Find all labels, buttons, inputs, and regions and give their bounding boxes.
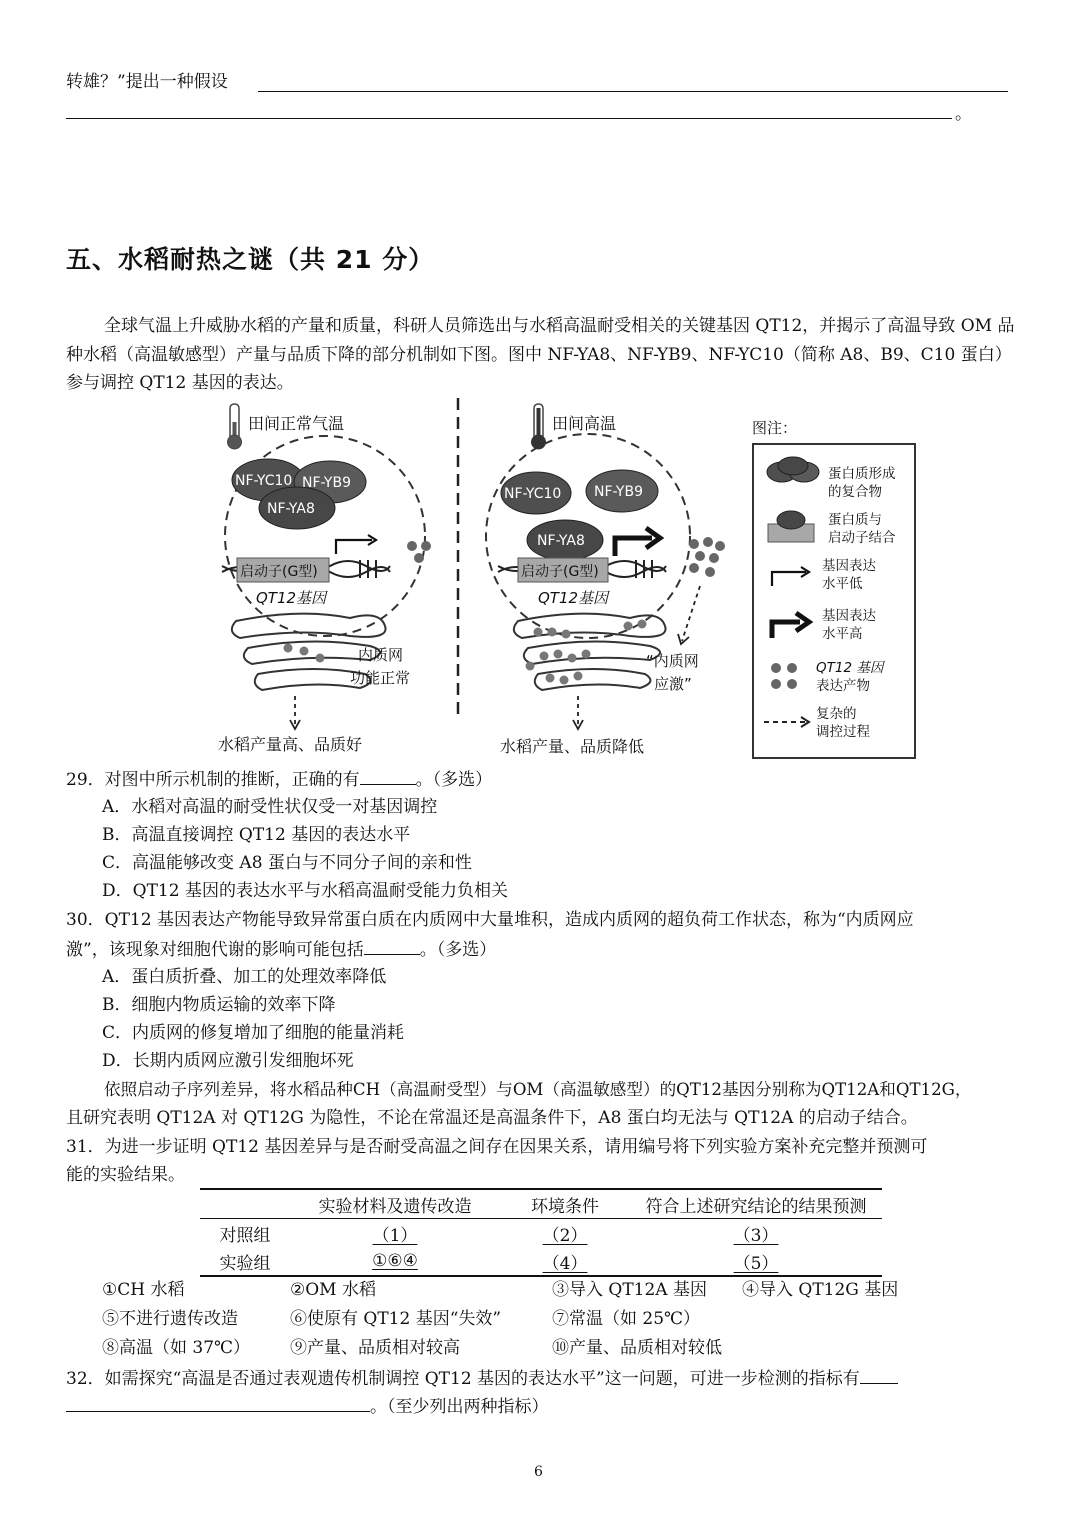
blank-5[interactable]: （5） <box>733 1253 779 1274</box>
q30-option-d[interactable]: D．长期内质网应激引发细胞坏死 <box>102 1051 354 1071</box>
blank-4[interactable]: （4） <box>542 1253 588 1274</box>
mechanism-figure <box>200 396 920 766</box>
q30-answer-blank[interactable] <box>364 934 420 955</box>
section-title: 五、水稻耐热之谜（共 21 分） <box>66 245 435 274</box>
svg-text:QT12 基因: QT12 基因 <box>816 660 884 676</box>
q30-option-a[interactable]: A．蛋白质折叠、加工的处理效率降低 <box>102 967 387 987</box>
svg-text:表达产物: 表达产物 <box>816 678 870 694</box>
thermometer-icon-right <box>532 404 546 449</box>
q29-stem: 29．对图中所示机制的推断，正确的有 。（多选） <box>66 764 492 794</box>
blank-2[interactable]: （2） <box>542 1225 588 1246</box>
table-header-env: 环境条件 <box>500 1189 630 1219</box>
page-number: 6 <box>534 1464 543 1480</box>
q29-option-d[interactable]: D．QT12 基因的表达水平与水稻高温耐受能力负相关 <box>102 881 508 901</box>
svg-text:水平低: 水平低 <box>822 576 863 592</box>
svg-text:NF-YB9: NF-YB9 <box>302 475 351 491</box>
row-label-control: 对照组 <box>219 1225 271 1246</box>
svg-text:QT12基因: QT12基因 <box>256 589 327 607</box>
choice-1: ①CH 水稻 <box>102 1280 185 1300</box>
q30-option-b[interactable]: B．细胞内物质运输的效率下降 <box>102 995 336 1015</box>
svg-text:基因表达: 基因表达 <box>822 558 876 574</box>
blank-1[interactable]: （1） <box>372 1225 418 1246</box>
products-right <box>689 537 725 577</box>
svg-text:蛋白质与: 蛋白质与 <box>828 512 882 528</box>
right-result: 水稻产量、品质降低 <box>500 737 645 756</box>
svg-text:NF-YC10: NF-YC10 <box>504 486 562 502</box>
choice-3: ③导入 QT12A 基因 <box>552 1280 707 1300</box>
svg-text:复杂的: 复杂的 <box>816 706 857 722</box>
q30-option-c[interactable]: C．内质网的修复增加了细胞的能量消耗 <box>102 1023 405 1043</box>
svg-text:基因表达: 基因表达 <box>822 608 876 624</box>
svg-text:QT12基因: QT12基因 <box>538 589 609 607</box>
svg-text:NF-YB9: NF-YB9 <box>594 484 643 500</box>
arrow-high-icon-right <box>615 528 660 556</box>
svg-text:“内质网: “内质网 <box>646 652 699 670</box>
q32-stem-line2: 。（至少列出两种指标） <box>66 1391 549 1421</box>
q32-answer-blank-1[interactable] <box>860 1363 898 1384</box>
svg-text:调控过程: 调控过程 <box>816 724 870 740</box>
q29-answer-blank[interactable] <box>360 764 416 785</box>
table-row <box>200 1219 882 1248</box>
q32-answer-blank-2[interactable] <box>66 1391 370 1412</box>
svg-text:NF-YC10: NF-YC10 <box>235 473 293 489</box>
svg-text:功能正常: 功能正常 <box>350 669 411 687</box>
table-header-material: 实验材料及遗传改造 <box>290 1189 500 1219</box>
choice-9: ⑨产量、品质相对较高 <box>290 1338 460 1358</box>
choice-8: ⑧高温（如 37℃） <box>102 1338 251 1358</box>
left-panel <box>218 404 431 754</box>
choice-10: ⑩产量、品质相对较低 <box>552 1338 722 1358</box>
thermometer-icon-left <box>228 404 242 449</box>
legend <box>752 419 915 758</box>
q30-stem-line2: 激”，该现象对细胞代谢的影响可能包括 。（多选） <box>66 934 496 964</box>
top-line-end: 。 <box>955 104 972 124</box>
svg-text:蛋白质形成: 蛋白质形成 <box>828 466 896 482</box>
experiment-material: ①⑥④ <box>372 1251 418 1271</box>
left-env-label: 田间正常气温 <box>248 414 345 433</box>
experiment-table <box>200 1188 882 1277</box>
top-line-1: 转雄？”提出一种假设 <box>66 72 228 92</box>
svg-text:应激”: 应激” <box>654 675 692 693</box>
q31-stem-line1: 31．为进一步证明 QT12 基因差异与是否耐受高温之间存在因果关系，请用编号将下列实验方案补充完整并预测可 <box>66 1137 928 1157</box>
table-header-prediction: 符合上述研究结论的结果预测 <box>630 1189 882 1219</box>
q29-option-b[interactable]: B．高温直接调控 QT12 基因的表达水平 <box>102 825 411 845</box>
blank-3[interactable]: （3） <box>733 1225 779 1246</box>
choice-5: ⑤不进行遗传改造 <box>102 1309 238 1329</box>
svg-text:启动子(G型): 启动子(G型) <box>521 564 599 580</box>
er-products-right <box>526 620 647 685</box>
choice-4: ④导入 QT12G 基因 <box>742 1280 899 1300</box>
intro-paragraph: 全球气温上升威胁水稻的产量和质量，科研人员筛选出与水稻高温耐受相关的关键基因 QT12，并揭示了高温导致 OM 品种水稻（高温敏感型）产量与品质下降的部分机制如下图。图中 NF-YA8、NF-YB9、NF-YC10（简称 A8、B9、C10 蛋白）参与调控 QT12 基因的表达。 <box>66 316 1015 393</box>
left-result: 水稻产量高、品质好 <box>218 735 363 754</box>
q29-option-c[interactable]: C．高温能够改变 A8 蛋白与不同分子间的亲和性 <box>102 853 472 873</box>
table-row <box>200 1247 882 1276</box>
svg-text:启动子(G型): 启动子(G型) <box>240 564 318 580</box>
legend-title: 图注： <box>752 419 798 437</box>
q32-stem-line1: 32．如需探究“高温是否通过表观遗传机制调控 QT12 基因的表达水平”这一问题，可进一步检测的指标有 <box>66 1363 898 1393</box>
answer-line-top-2[interactable] <box>66 118 952 119</box>
q30-stem-line1: 30．QT12 基因表达产物能导致异常蛋白质在内质网中大量堆积，造成内质网的超负荷工作状态，称为“内质网应 <box>66 910 914 930</box>
svg-text:启动子结合: 启动子结合 <box>828 530 896 546</box>
svg-text:NF-YA8: NF-YA8 <box>537 533 585 549</box>
svg-text:NF-YA8: NF-YA8 <box>267 501 315 517</box>
svg-text:内质网: 内质网 <box>358 646 404 664</box>
products-left <box>407 541 431 563</box>
answer-line-top-1[interactable] <box>258 91 1008 92</box>
table-header-row <box>200 1189 882 1219</box>
arrow-low-icon-left <box>336 535 376 554</box>
choice-7: ⑦常温（如 25℃） <box>552 1309 701 1329</box>
q29-option-a[interactable]: A．水稻对高温的耐受性状仅受一对基因调控 <box>102 797 438 817</box>
svg-text:水平高: 水平高 <box>822 626 863 642</box>
svg-text:的复合物: 的复合物 <box>828 484 882 500</box>
choice-6: ⑥使原有 QT12 基因“失效” <box>290 1309 502 1329</box>
q31-stem-line2: 能的实验结果。 <box>66 1165 185 1185</box>
right-panel <box>486 404 725 756</box>
choice-2: ②OM 水稻 <box>290 1280 376 1300</box>
right-env-label: 田间高温 <box>552 414 617 433</box>
info-line2: 且研究表明 QT12A 对 QT12G 为隐性，不论在常温还是高温条件下，A8 蛋白均无法与 QT12A 的启动子结合。 <box>66 1108 918 1128</box>
q31-choices <box>102 1276 1002 1366</box>
row-label-experiment: 实验组 <box>200 1247 290 1276</box>
info-line1: 依照启动子序列差异，将水稻品种CH（高温耐受型）与OM（高温敏感型）的QT12基因分别称为QT12A和QT12G， <box>104 1080 972 1099</box>
